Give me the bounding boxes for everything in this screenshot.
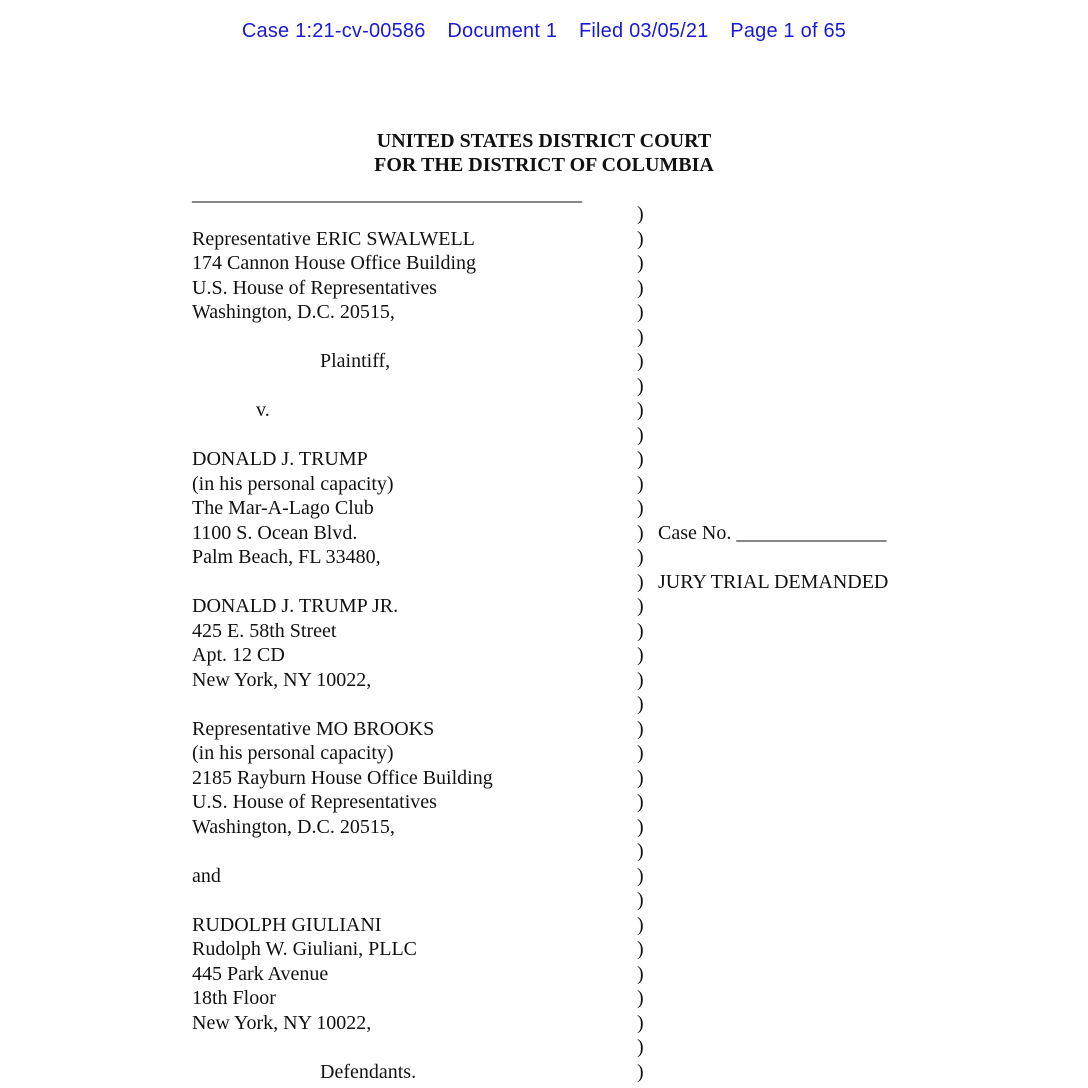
case-number: Case 1:21-cv-00586 bbox=[241, 20, 426, 42]
caption-paren: ) bbox=[637, 889, 644, 911]
caption-paren: ) bbox=[637, 472, 644, 495]
caption-paren: ) bbox=[637, 521, 644, 544]
caption-paren: ) bbox=[637, 203, 644, 225]
caption-paren: ) bbox=[637, 644, 644, 666]
caption-paren: ) bbox=[637, 742, 644, 764]
document-number: Document 1 bbox=[447, 20, 558, 42]
caption-paren: ) bbox=[637, 399, 644, 421]
caption-paren: ) bbox=[637, 962, 644, 985]
caption-line: Representative ERIC SWALWELL bbox=[192, 227, 475, 250]
caption-line: 2185 Rayburn House Office Building bbox=[192, 766, 493, 789]
caption-paren: ) bbox=[637, 546, 644, 568]
caption-paren: ) bbox=[637, 276, 644, 299]
caption-paren: ) bbox=[637, 497, 644, 519]
caption-paren: ) bbox=[637, 595, 644, 617]
caption-line: (in his personal capacity) bbox=[192, 472, 394, 495]
caption-line: Rudolph W. Giuliani, PLLC bbox=[192, 938, 418, 960]
caption-paren: ) bbox=[637, 693, 644, 715]
caption-line: New York, NY 10022, bbox=[192, 1011, 372, 1034]
caption-line: DONALD J. TRUMP JR. bbox=[192, 595, 399, 617]
case-no-field: Case No. _______________ bbox=[658, 521, 887, 544]
caption-line: 445 Park Avenue bbox=[192, 962, 329, 985]
court-title bbox=[0, 129, 1088, 177]
caption-paren: ) bbox=[637, 840, 644, 862]
caption-line: and bbox=[192, 864, 221, 887]
caption-paren: ) bbox=[637, 815, 644, 838]
caption-paren: ) bbox=[637, 1060, 644, 1083]
caption-line: New York, NY 10022, bbox=[192, 668, 372, 691]
caption-paren: ) bbox=[637, 252, 644, 274]
caption-paren: ) bbox=[637, 1011, 644, 1034]
caption-line: DONALD J. TRUMP bbox=[192, 448, 368, 470]
caption-paren: ) bbox=[637, 913, 644, 936]
caption-line: Representative MO BROOKS bbox=[192, 717, 435, 740]
caption-line: 425 E. 58th Street bbox=[192, 619, 337, 642]
caption-paren: ) bbox=[637, 619, 644, 642]
caption-line: U.S. House of Representatives bbox=[192, 791, 437, 813]
caption-line: 174 Cannon House Office Building bbox=[192, 252, 477, 274]
caption-line: v. bbox=[256, 399, 270, 421]
caption-line: Washington, D.C. 20515, bbox=[192, 301, 395, 323]
caption-paren: ) bbox=[637, 374, 644, 397]
caption-line: Apt. 12 CD bbox=[192, 644, 285, 666]
caption-paren: ) bbox=[637, 1036, 644, 1058]
caption-line: Plaintiff, bbox=[320, 350, 391, 372]
caption-paren: ) bbox=[637, 570, 644, 593]
jury-trial-demand: JURY TRIAL DEMANDED bbox=[658, 570, 889, 593]
caption-line: Washington, D.C. 20515, bbox=[192, 815, 395, 838]
court-title-line1: UNITED STATES DISTRICT COURT bbox=[376, 130, 712, 152]
caption-line: 1100 S. Ocean Blvd. bbox=[192, 521, 358, 544]
caption-line: RUDOLPH GIULIANI bbox=[192, 913, 382, 936]
caption-line: 18th Floor bbox=[192, 987, 276, 1009]
caption-paren: ) bbox=[637, 717, 644, 740]
caption-rule: _________________________________________ bbox=[192, 183, 582, 205]
court-title-line2: FOR THE DISTRICT OF COLUMBIA bbox=[374, 154, 714, 176]
caption-paren: ) bbox=[637, 987, 644, 1009]
caption-line: The Mar-A-Lago Club bbox=[192, 497, 374, 519]
caption-paren: ) bbox=[637, 938, 644, 960]
caption-paren: ) bbox=[637, 227, 644, 250]
caption-line: (in his personal capacity) bbox=[192, 742, 394, 764]
caption-paren: ) bbox=[637, 448, 644, 470]
caption-paren: ) bbox=[637, 350, 644, 372]
caption-paren: ) bbox=[637, 864, 644, 887]
caption-paren: ) bbox=[637, 423, 644, 446]
filed-date: Filed 03/05/21 bbox=[578, 20, 709, 42]
caption-line: U.S. House of Representatives bbox=[192, 276, 437, 299]
ecf-header bbox=[0, 20, 1088, 43]
caption-paren: ) bbox=[637, 325, 644, 348]
caption-line: Palm Beach, FL 33480, bbox=[192, 546, 381, 568]
page-count: Page 1 of 65 bbox=[730, 20, 847, 42]
caption-paren: ) bbox=[637, 301, 644, 323]
caption-line: Defendants. bbox=[320, 1060, 417, 1083]
caption-paren: ) bbox=[637, 668, 644, 691]
caption-paren: ) bbox=[637, 766, 644, 789]
caption-paren: ) bbox=[637, 791, 644, 813]
